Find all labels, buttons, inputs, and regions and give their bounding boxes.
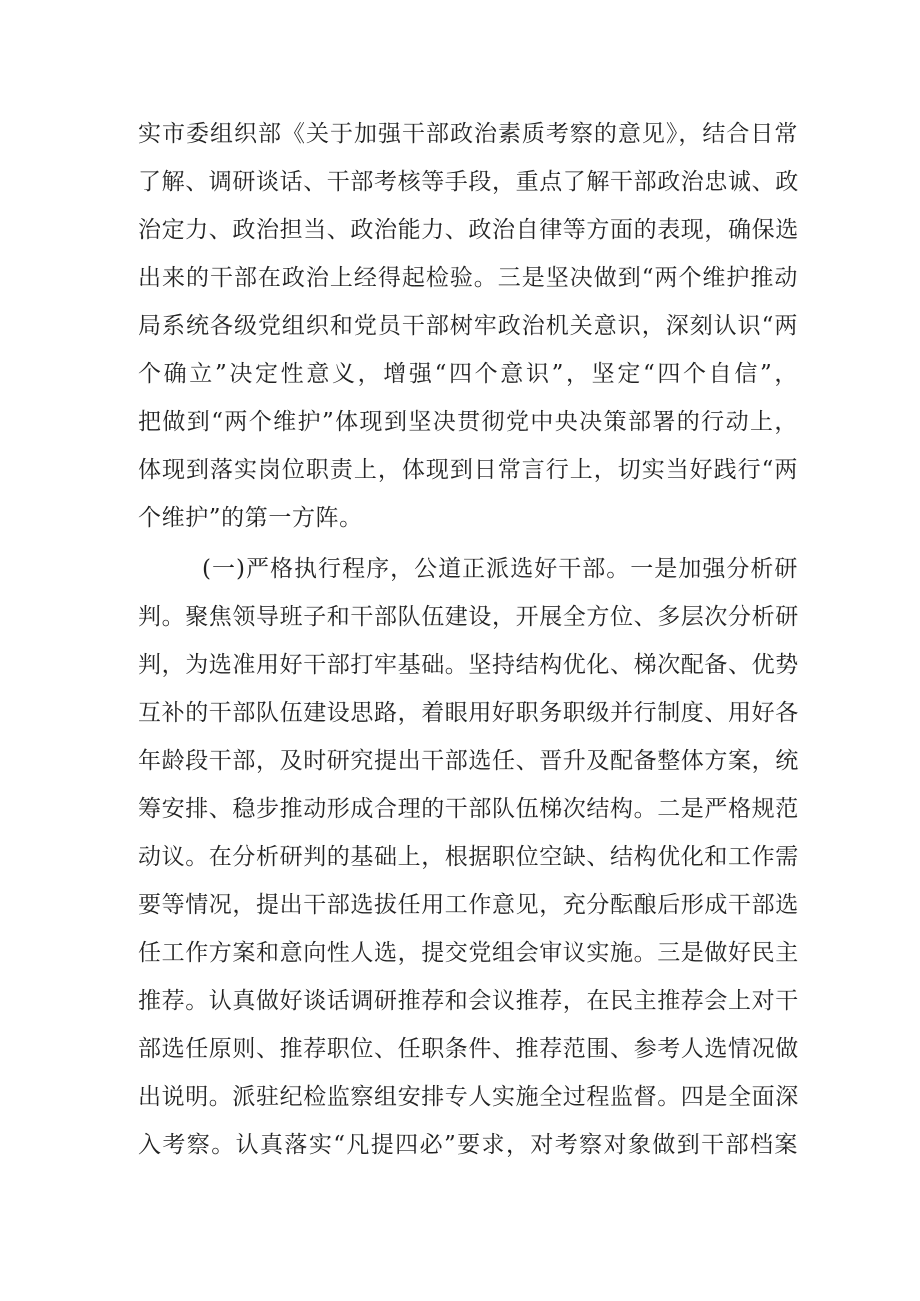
text-line: 个维护”的第一方阵。 — [138, 505, 363, 531]
text-line: 任工作方案和意向性人选，提交党组会审议实施。三是做好民主 — [138, 940, 799, 966]
text-line: 出来的干部在政治上经得起检验。三是坚决做到“两个维护推动 — [138, 265, 798, 291]
text-line: 推荐。认真做好谈话调研推荐和会议推荐，在民主推荐会上对干 — [138, 988, 799, 1014]
text-line: 局系统各级党组织和党员干部树牢政治机关意识，深刻认识“两 — [138, 313, 798, 339]
paragraph-2 — [138, 545, 798, 1169]
text-line: 互补的干部队伍建设思路，着眼用好职务职级并行制度、用好各 — [138, 700, 799, 726]
text-line: 判，为选准用好干部打牢基础。坚持结构优化、梯次配备、优势 — [138, 652, 799, 678]
text-line: 个确立”决定性意义，增强“四个意识”，坚定“四个自信”， — [138, 361, 798, 387]
text-line: 年龄段干部，及时研究提出干部选任、晋升及配备整体方案，统 — [138, 748, 799, 774]
text-line: 筹安排、稳步推动形成合理的干部队伍梯次结构。二是严格规范 — [138, 796, 799, 822]
text-line: 要等情况，提出干部选拔任用工作意见，充分酝酿后形成干部选 — [138, 892, 799, 918]
paragraph-1 — [138, 110, 798, 542]
text-line: 体现到落实岗位职责上，体现到日常言行上，切实当好践行“两 — [138, 457, 798, 483]
text-line: 部选任原则、推荐职位、任职条件、推荐范围、参考人选情况做 — [138, 1036, 799, 1062]
section-heading-line: (一)严格执行程序，公道正派选好干部。一是加强分析研 — [202, 556, 798, 582]
text-line: 判。聚焦领导班子和干部队伍建设，开展全方位、多层次分析研 — [138, 604, 799, 630]
text-line: 了解、调研谈话、干部考核等手段，重点了解干部政治忠诚、政 — [138, 169, 799, 195]
text-line: 出说明。派驻纪检监察组安排专人实施全过程监督。四是全面深 — [138, 1084, 799, 1110]
text-line: 入考察。认真落实“凡提四必”要求，对考察对象做到干部档案 — [138, 1132, 798, 1158]
text-line: 动议。在分析研判的基础上，根据职位空缺、结构优化和工作需 — [138, 844, 799, 870]
text-line: 实市委组织部《关于加强干部政治素质考察的意见》，结合日常 — [138, 121, 798, 147]
text-line: 把做到“两个维护”体现到坚决贯彻党中央决策部署的行动上， — [138, 409, 798, 435]
text-line: 治定力、政治担当、政治能力、政治自律等方面的表现，确保选 — [138, 217, 799, 243]
